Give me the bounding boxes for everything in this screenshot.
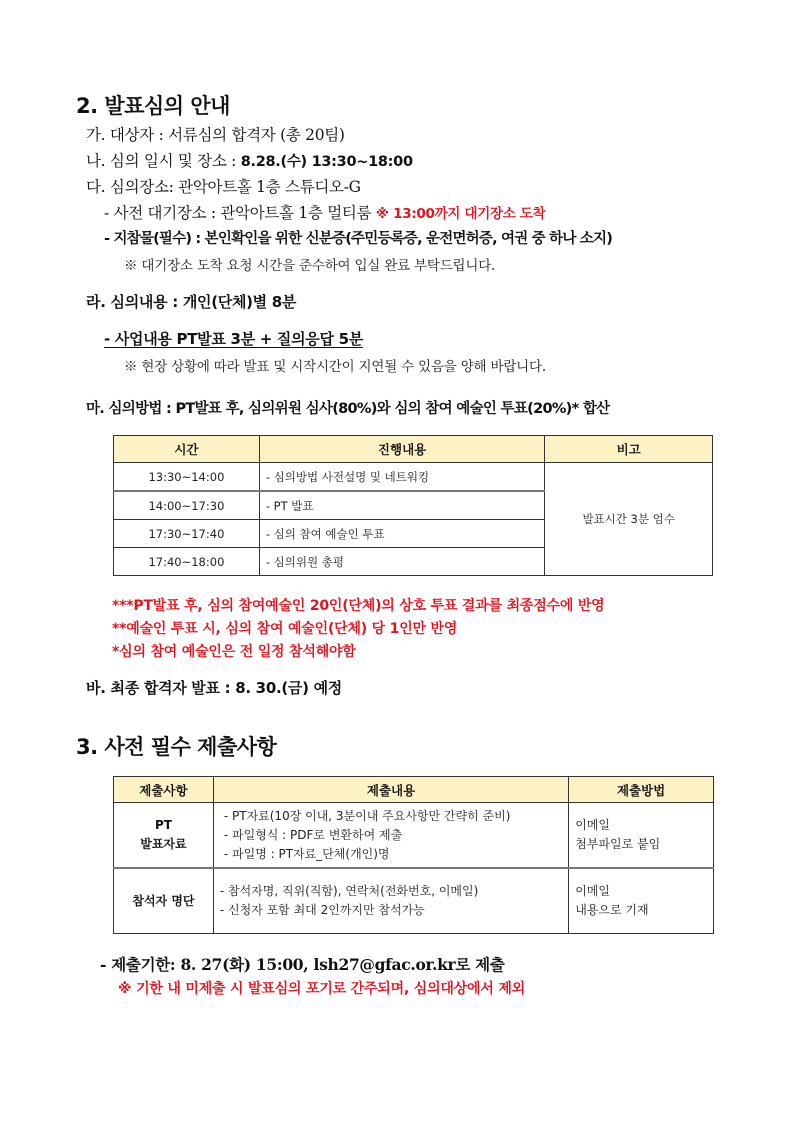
header-content: 진행내용 [259, 436, 544, 463]
section-2-title: 2. 발표심의 안내 [76, 94, 230, 118]
deadline-warning: ※ 기한 내 미제출 시 발표심의 포기로 간주되며, 심의대상에서 제외 [118, 981, 526, 997]
submission-content [213, 803, 568, 869]
item-ba: 바. 최종 합격자 발표 : 8. 30.(금) 예정 [86, 679, 342, 697]
table-row [114, 868, 714, 934]
content-line: - 파일형식 : PDF로 변환하여 제출 [223, 827, 403, 842]
schedule-header-row [114, 436, 713, 463]
waiting-area [104, 201, 545, 223]
red-note-1: ***PT발표 후, 심의 참여예술인 20인(단체)의 상호 투표 결과를 최종점수에 반영 [112, 598, 605, 614]
submission-item [114, 803, 214, 869]
header-item: 제출사항 [114, 777, 214, 803]
item-da: 다. 심의장소: 관악아트홀 1층 스튜디오-G [86, 178, 361, 196]
schedule-content: - 심의방법 사전설명 및 네트워킹 [259, 463, 544, 492]
submission-table [113, 776, 714, 934]
item-na [86, 149, 413, 171]
schedule-remarks: 발표시간 3분 엄수 [545, 463, 713, 576]
item-ra: 라. 심의내용 : 개인(단체)별 8분 [86, 293, 297, 311]
schedule-content: - PT 발표 [259, 491, 544, 520]
delay-note: ※ 현장 상황에 따라 발표 및 시작시간이 지연될 수 있음을 양해 바랍니다. [124, 359, 546, 375]
method-line: 첨부파일로 붙임 [575, 837, 661, 851]
content-line: - 파일명 : PT자료_단체(개인)명 [223, 846, 390, 861]
item-na-datetime: 8.28.(수) 13:30~18:00 [240, 154, 413, 170]
schedule-table [113, 435, 713, 576]
schedule-content: - 심의위원 총평 [259, 548, 544, 576]
submission-method [569, 868, 714, 934]
waiting-area-text: - 사전 대기장소 : 관악아트홀 1층 멀티룸 [104, 204, 376, 222]
submission-method [569, 803, 714, 869]
waiting-area-deadline: ※ 13:00까지 대기장소 도착 [375, 206, 546, 222]
table-row [114, 463, 713, 492]
item-ra-detail: - 사업내용 PT발표 3분 + 질의응답 5분 [104, 330, 363, 348]
submission-content [213, 868, 568, 934]
item-na-label: 나. 심의 일시 및 장소 : [86, 152, 241, 170]
item-ga-value: 서류심의 합격자 (총 20팀) [168, 126, 345, 144]
header-remarks: 비고 [545, 436, 713, 463]
content-line: - 신청자 포함 최대 2인까지만 참석가능 [219, 903, 425, 917]
red-note-3: *심의 참여 예술인은 전 일정 참석해야함 [112, 644, 356, 660]
method-line: 내용으로 기재 [575, 903, 649, 917]
header-time: 시간 [114, 436, 260, 463]
schedule-time: 17:40~18:00 [114, 548, 260, 576]
schedule-content: - 심의 참여 예술인 투표 [259, 520, 544, 548]
schedule-time: 13:30~14:00 [114, 463, 260, 492]
submission-deadline: - 제출기한: 8. 27(화) 15:00, lsh27@gfac.or.kr로 제출 [100, 955, 505, 974]
method-line: 이메일 [575, 884, 611, 898]
header-content: 제출내용 [213, 777, 568, 803]
item-ga-label: 가. 대상자 : [86, 126, 169, 144]
method-line: 이메일 [575, 818, 611, 832]
required-items: - 지참물(필수) : 본인확인을 위한 신분증(주민등록증, 운전면허증, 여권 중 하나 소지) [104, 231, 613, 247]
section-3-title: 3. 사전 필수 제출사항 [76, 735, 277, 759]
item-ga [86, 123, 345, 145]
schedule-time: 17:30~17:40 [114, 520, 260, 548]
red-note-2: **예술인 투표 시, 심의 참여 예술인(단체) 당 1인만 반영 [112, 621, 458, 637]
content-line: - 참석자명, 직위(직함), 연락처(전화번호, 이메일) [219, 884, 479, 898]
header-method: 제출방법 [569, 777, 714, 803]
item-ma: 마. 심의방법 : PT발표 후, 심의위원 심사(80%)와 심의 참여 예술인 투표(20%)* 합산 [86, 401, 610, 417]
submission-header-row [114, 777, 714, 803]
submission-item: 참석자 명단 [114, 868, 214, 934]
schedule-time: 14:00~17:30 [114, 491, 260, 520]
submission-item-line: PT [154, 818, 172, 832]
submission-item-line: 발표자료 [140, 837, 187, 851]
content-line: - PT자료(10장 이내, 3분이내 주요사항만 간략히 준비) [223, 808, 511, 823]
table-row [114, 803, 714, 869]
arrival-note: ※ 대기장소 도착 요청 시간을 준수하여 입실 완료 부탁드립니다. [124, 258, 496, 274]
